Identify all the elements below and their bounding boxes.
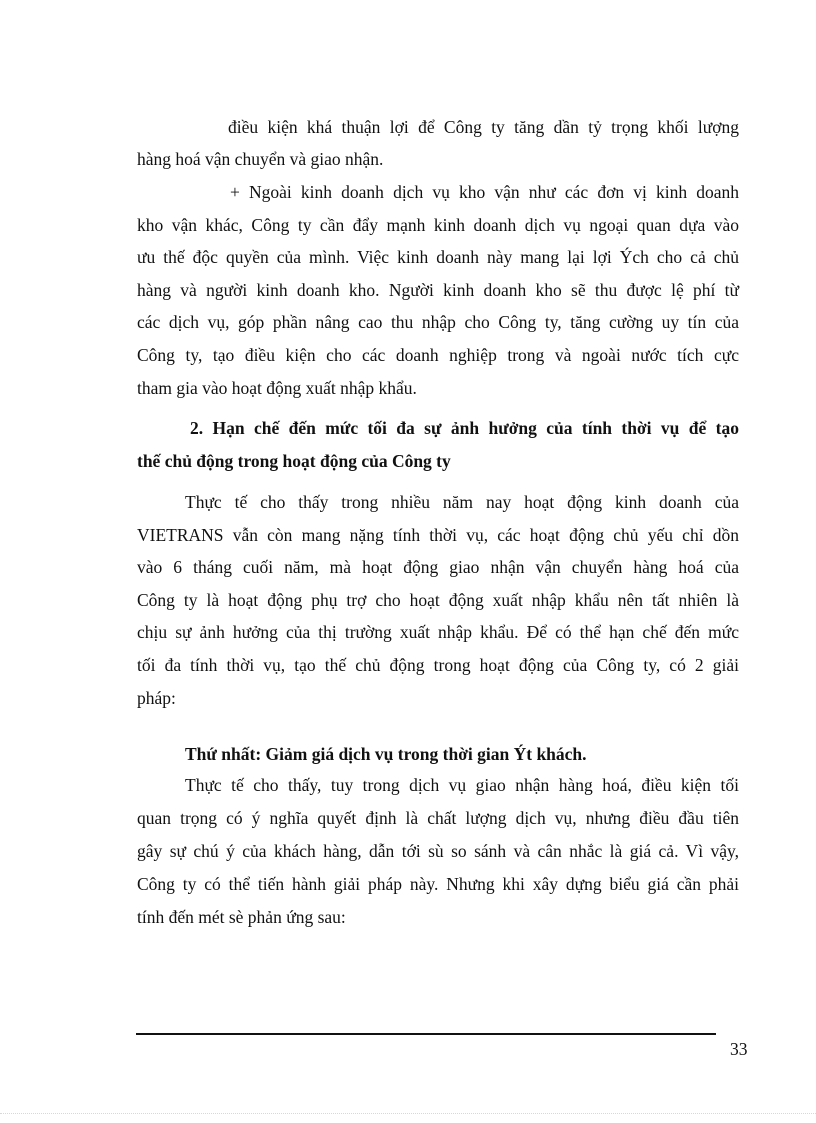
paragraph-line: Công ty có thể tiến hành giải pháp này. Nhưng khi xây dựng biểu giá cần phải xyxy=(137,874,739,894)
paragraph-line: kho vận khác, Công ty cần đẩy mạnh kinh doanh dịch vụ ngoại quan dựa vào xyxy=(137,215,739,235)
paragraph-line: điều kiện khá thuận lợi để Công ty tăng dần tỷ trọng khối lượng xyxy=(228,117,739,137)
paragraph-line: Công ty, tạo điều kiện cho các doanh nghiệp trong và ngoài nước tích cực xyxy=(137,345,739,365)
paragraph-line: tính đến mét sè phản ứng sau: xyxy=(137,907,346,927)
paragraph-line: hàng và người kinh doanh kho. Người kinh doanh kho sẽ thu được lệ phí từ xyxy=(137,280,739,300)
paragraph-line: VIETRANS vẫn còn mang nặng tính thời vụ, các hoạt động chủ yếu chỉ dồn xyxy=(137,525,739,545)
page-edge-divider xyxy=(0,1113,816,1114)
paragraph-line: tham gia vào hoạt động xuất nhập khẩu. xyxy=(137,378,417,398)
paragraph-line: chịu sự ảnh hưởng của thị trường xuất nhập khẩu. Để có thể hạn chế đến mức xyxy=(137,622,739,642)
subheading-line: Thứ nhất: Giảm giá dịch vụ trong thời gian Ýt khách. xyxy=(185,744,587,764)
paragraph-line: các dịch vụ, góp phần nâng cao thu nhập cho Công ty, tăng cường uy tín của xyxy=(137,312,739,332)
section-heading-line: 2. Hạn chế đến mức tối đa sự ảnh hưởng của tính thời vụ để tạo xyxy=(190,418,739,438)
paragraph-line: hàng hoá vận chuyển và giao nhận. xyxy=(137,149,384,169)
paragraph-line: ưu thế độc quyền của mình. Việc kinh doanh này mang lại lợi Ých cho cả chủ xyxy=(137,247,739,267)
paragraph-line: Thực tế cho thấy trong nhiều năm nay hoạt động kinh doanh của xyxy=(185,492,739,512)
paragraph-line: Thực tế cho thấy, tuy trong dịch vụ giao nhận hàng hoá, điều kiện tối xyxy=(185,775,739,795)
paragraph-line: gây sự chú ý của khách hàng, dẫn tới sù so sánh và cân nhắc là giá cả. Vì vậy, xyxy=(137,841,739,861)
paragraph-line: quan trọng có ý nghĩa quyết định là chất lượng dịch vụ, nhưng điều đầu tiên xyxy=(137,808,739,828)
section-heading-line: thế chủ động trong hoạt động của Công ty xyxy=(137,451,451,471)
paragraph-line: + Ngoài kinh doanh dịch vụ kho vận như các đơn vị kinh doanh xyxy=(230,182,739,202)
paragraph-line: Công ty là hoạt động phụ trợ cho hoạt động xuất nhập khẩu nên tất nhiên là xyxy=(137,590,739,610)
paragraph-line: tối đa tính thời vụ, tạo thế chủ động trong hoạt động của Công ty, có 2 giải xyxy=(137,655,739,675)
paragraph-line: vào 6 tháng cuối năm, mà hoạt động giao nhận vận chuyển hàng hoá của xyxy=(137,557,739,577)
paragraph-line: pháp: xyxy=(137,688,176,708)
footer-rule xyxy=(136,1033,716,1035)
page-number: 33 xyxy=(730,1039,748,1059)
